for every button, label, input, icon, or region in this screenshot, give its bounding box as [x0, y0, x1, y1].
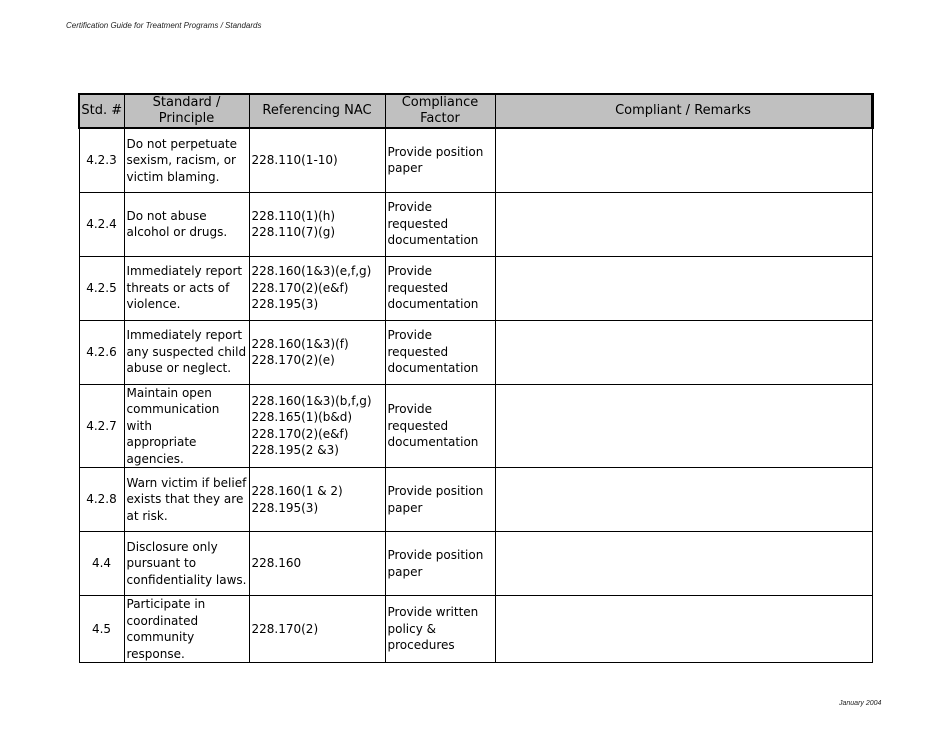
std-number-cell: 4.2.3 — [79, 128, 124, 192]
standards-table — [78, 93, 874, 663]
nac-cell: 228.160(1&3)(e,f,g) 228.170(2)(e&f) 228.195(3) — [249, 256, 385, 320]
std-number-cell: 4.2.7 — [79, 384, 124, 468]
std-number-cell: 4.2.5 — [79, 256, 124, 320]
std-number-cell: 4.2.4 — [79, 192, 124, 256]
std-number-cell: 4.5 — [79, 596, 124, 663]
principle-cell: Maintain open communication with appropriate agencies. — [124, 384, 249, 468]
document-footer-date: January 2004 — [839, 700, 882, 707]
nac-cell: 228.110(1)(h) 228.110(7)(g) — [249, 192, 385, 256]
principle-cell: Disclosure only pursuant to confidentiality laws. — [124, 532, 249, 596]
table-row — [79, 596, 872, 663]
compliance-factor-cell: Provide requested documentation — [385, 384, 495, 468]
principle-cell: Warn victim if belief exists that they are at risk. — [124, 468, 249, 532]
remarks-cell[interactable] — [495, 532, 872, 596]
compliance-factor-cell: Provide position paper — [385, 128, 495, 192]
nac-cell: 228.160 — [249, 532, 385, 596]
remarks-cell[interactable] — [495, 192, 872, 256]
compliance-factor-cell: Provide written policy & procedures — [385, 596, 495, 663]
table-row — [79, 256, 872, 320]
table-row — [79, 320, 872, 384]
table-row — [79, 532, 872, 596]
remarks-cell[interactable] — [495, 468, 872, 532]
compliance-factor-cell: Provide requested documentation — [385, 192, 495, 256]
compliance-factor-cell: Provide requested documentation — [385, 320, 495, 384]
remarks-cell[interactable] — [495, 256, 872, 320]
principle-cell: Participate in coordinated community response. — [124, 596, 249, 663]
nac-cell: 228.170(2) — [249, 596, 385, 663]
table-row — [79, 192, 872, 256]
table-header-row — [79, 94, 872, 128]
table-row — [79, 468, 872, 532]
remarks-cell[interactable] — [495, 596, 872, 663]
std-number-cell: 4.2.6 — [79, 320, 124, 384]
principle-cell: Do not perpetuate sexism, racism, or victim blaming. — [124, 128, 249, 192]
principle-cell: Do not abuse alcohol or drugs. — [124, 192, 249, 256]
nac-cell: 228.160(1 & 2) 228.195(3) — [249, 468, 385, 532]
col-header-remarks: Compliant / Remarks — [495, 94, 872, 128]
compliance-factor-cell: Provide position paper — [385, 532, 495, 596]
principle-cell: Immediately report any suspected child abuse or neglect. — [124, 320, 249, 384]
std-number-cell: 4.2.8 — [79, 468, 124, 532]
col-header-factor: Compliance Factor — [385, 94, 495, 128]
table-row — [79, 128, 872, 192]
table-row — [79, 384, 872, 468]
col-header-std: Std. # — [79, 94, 124, 128]
col-header-nac: Referencing NAC — [249, 94, 385, 128]
principle-cell: Immediately report threats or acts of violence. — [124, 256, 249, 320]
remarks-cell[interactable] — [495, 128, 872, 192]
remarks-cell[interactable] — [495, 320, 872, 384]
compliance-factor-cell: Provide position paper — [385, 468, 495, 532]
document-header: Certification Guide for Treatment Programs / Standards — [66, 21, 262, 30]
nac-cell: 228.160(1&3)(f) 228.170(2)(e) — [249, 320, 385, 384]
compliance-factor-cell: Provide requested documentation — [385, 256, 495, 320]
nac-cell: 228.160(1&3)(b,f,g) 228.165(1)(b&d) 228.170(2)(e&f) 228.195(2 &3) — [249, 384, 385, 468]
remarks-cell[interactable] — [495, 384, 872, 468]
col-header-principle: Standard / Principle — [124, 94, 249, 128]
std-number-cell: 4.4 — [79, 532, 124, 596]
nac-cell: 228.110(1-10) — [249, 128, 385, 192]
